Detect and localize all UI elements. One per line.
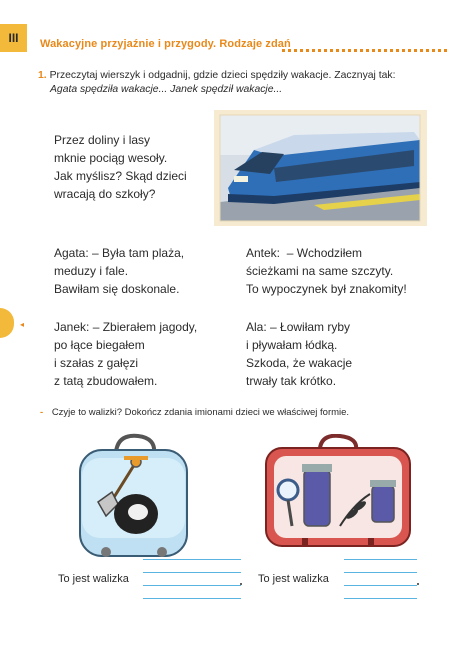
fill-label-left: To jest walizka xyxy=(58,573,129,585)
fill-label-right: To jest walizka xyxy=(258,573,329,585)
suitcase-red-icon xyxy=(262,434,414,559)
task-instruction: Przeczytaj wierszyk i odgadnij, gdzie dzieci spędziły wakacje. Zacznyaj tak: xyxy=(49,70,396,81)
answer-line-right-4[interactable] xyxy=(344,598,417,599)
title-dotted-rule xyxy=(282,49,447,52)
answer-line-left-1[interactable] xyxy=(143,559,241,560)
page-side-tab xyxy=(0,308,14,338)
answer-line-right-1[interactable] xyxy=(344,559,417,560)
sentence-period-right xyxy=(417,583,419,585)
quote-antek: Antek: – Wchodziłem ścieżkami na same szczyty. To wypoczynek był znakomity! xyxy=(246,246,407,296)
answer-line-right-2[interactable] xyxy=(344,572,417,573)
suitcase-blue-icon xyxy=(76,432,191,565)
task-2-marker: - xyxy=(40,407,44,418)
quote-janek: Janek: – Zbierałem jagody, po łące biegałem i szałas z gałęzi z tatą zbudowałem. xyxy=(54,320,198,388)
side-marker-icon: ◂ xyxy=(20,320,25,329)
task-2-instruction: Czyje to walizki? Dokończ zdania imionami dzieci we właściwej formie. xyxy=(51,407,350,418)
task-1 xyxy=(38,69,450,97)
task-number: 1. xyxy=(38,70,47,81)
train-photo xyxy=(214,110,427,226)
answer-line-right-3[interactable] xyxy=(344,585,417,586)
chapter-badge: III xyxy=(0,24,27,52)
answer-line-left-4[interactable] xyxy=(143,598,241,599)
answer-line-left-3[interactable] xyxy=(143,585,241,586)
sentence-period-left xyxy=(240,583,242,585)
quote-agata: Agata: – Była tam plaża, meduzy i fale. Bawiłam się doskonale. xyxy=(54,246,185,296)
section-title: Wakacyjne przyjaźnie i przygody. Rodzaje zdań xyxy=(40,38,291,50)
poem: Przez doliny i lasy mknie pociąg wesoły. Jak myślisz? Skąd dzieci wracają do szkoły? xyxy=(54,133,187,201)
answer-line-left-2[interactable] xyxy=(143,572,241,573)
task-example: Agata spędziła wakacje... Janek spędził wakacje... xyxy=(50,84,283,95)
task-2 xyxy=(40,407,349,418)
quote-ala: Ala: – Łowiłam ryby i pływałam łódką. Szkoda, że wakacje trwały tak krótko. xyxy=(246,320,353,388)
